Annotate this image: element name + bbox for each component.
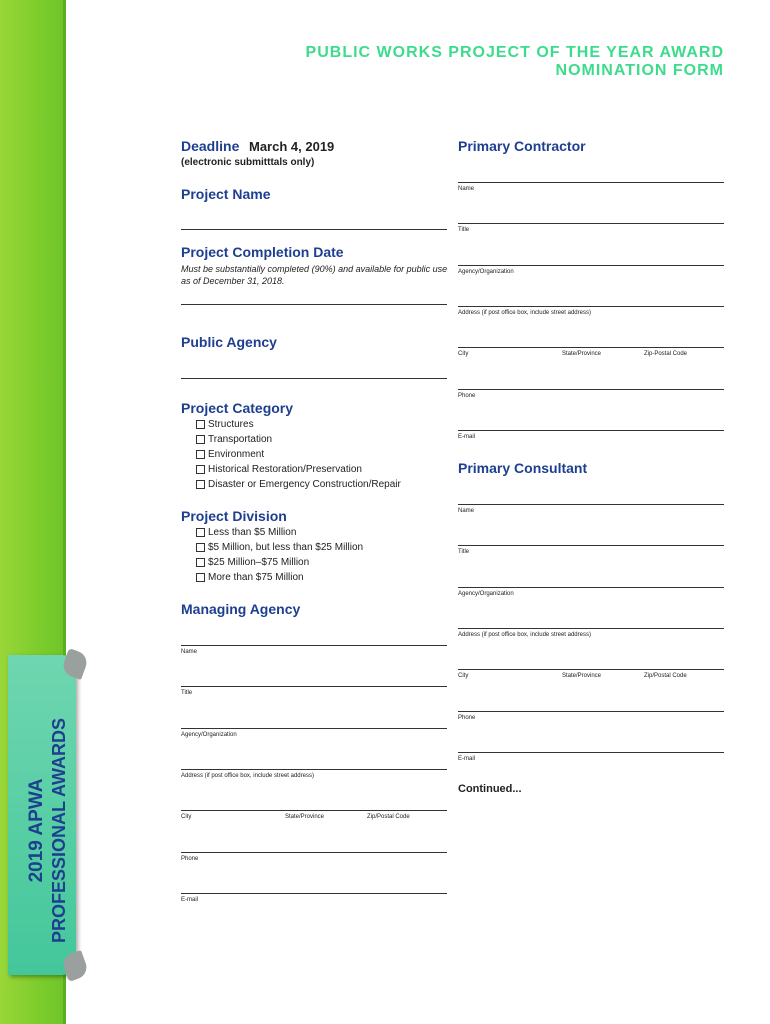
option-label: Less than $5 Million — [208, 527, 297, 538]
managing-phone-label: Phone — [181, 856, 199, 862]
managing-name-label: Name — [181, 649, 198, 655]
managing-address-field[interactable] — [181, 769, 447, 770]
form-title — [306, 44, 724, 80]
category-option[interactable] — [196, 434, 272, 445]
option-label: More than $75 Million — [208, 572, 304, 583]
category-option[interactable] — [196, 464, 362, 475]
managing-address-label: Address (if post office box, include street address) — [181, 773, 314, 779]
contractor-phone-field[interactable] — [458, 389, 724, 390]
form-title-line1: PUBLIC WORKS PROJECT OF THE YEAR AWARD — [305, 44, 724, 61]
checkbox[interactable] — [196, 450, 205, 459]
deadline-date: March 4, 2019 — [249, 139, 335, 154]
contractor-address-label: Address (if post office box, include street address) — [458, 310, 591, 316]
awards-tab-text — [26, 718, 70, 943]
contractor-name-label: Name — [458, 186, 475, 192]
division-option[interactable] — [196, 527, 296, 538]
checkbox[interactable] — [196, 573, 205, 582]
form-title-line2: NOMINATION FORM — [555, 62, 724, 79]
public-agency-label: Public Agency — [181, 334, 277, 350]
option-label: Structures — [208, 419, 254, 430]
consultant-title-label: Title — [458, 549, 470, 555]
checkbox[interactable] — [196, 528, 205, 537]
primary-contractor-label: Primary Contractor — [458, 138, 586, 154]
contractor-agency-label: Agency/Organization — [458, 269, 514, 275]
contractor-zip-label: Zip-Postal Code — [644, 351, 688, 357]
project-category-label: Project Category — [181, 400, 294, 416]
managing-phone-field[interactable] — [181, 852, 447, 853]
option-label: Environment — [208, 449, 265, 460]
contractor-name-field[interactable] — [458, 182, 724, 183]
completion-date-field[interactable] — [181, 304, 447, 305]
managing-state-label: State/Province — [285, 814, 325, 820]
managing-agency-label: Managing Agency — [181, 601, 301, 617]
managing-email-field[interactable] — [181, 893, 447, 894]
awards-year: 2019 APWA — [26, 778, 47, 883]
option-label: Disaster or Emergency Construction/Repair — [208, 479, 401, 490]
contractor-title-field[interactable] — [458, 223, 724, 224]
contractor-address-field[interactable] — [458, 306, 724, 307]
project-division-label: Project Division — [181, 508, 287, 524]
project-name-label: Project Name — [181, 186, 271, 202]
category-option[interactable] — [196, 419, 254, 430]
consultant-email-field[interactable] — [458, 752, 724, 753]
checkbox[interactable] — [196, 543, 205, 552]
consultant-zip-label: Zip/Postal Code — [644, 673, 687, 679]
consultant-name-label: Name — [458, 508, 475, 514]
contractor-agency-field[interactable] — [458, 265, 724, 266]
project-name-field[interactable] — [181, 229, 447, 230]
consultant-agency-label: Agency/Organization — [458, 591, 514, 597]
deadline-note: (electronic submitttals only) — [181, 157, 315, 168]
division-option[interactable] — [196, 557, 309, 568]
managing-zip-label: Zip/Postal Code — [367, 814, 410, 820]
checkbox[interactable] — [196, 420, 205, 429]
contractor-title-label: Title — [458, 227, 470, 233]
checkbox[interactable] — [196, 480, 205, 489]
consultant-agency-field[interactable] — [458, 587, 724, 588]
consultant-title-field[interactable] — [458, 545, 724, 546]
consultant-address-field[interactable] — [458, 628, 724, 629]
managing-email-label: E-mail — [181, 897, 199, 903]
managing-name-field[interactable] — [181, 645, 447, 646]
managing-title-field[interactable] — [181, 686, 447, 687]
managing-agency-org-label: Agency/Organization — [181, 732, 237, 738]
completion-note: Must be substantially completed (90%) and available for public use as of December 31, 2018. — [181, 264, 448, 286]
managing-title-label: Title — [181, 690, 193, 696]
contractor-city-label: City — [458, 351, 469, 357]
checkbox[interactable] — [196, 465, 205, 474]
managing-agency-org-field[interactable] — [181, 728, 447, 729]
managing-city-field[interactable] — [181, 810, 447, 811]
deadline-label: Deadline — [181, 138, 240, 154]
consultant-email-label: E-mail — [458, 756, 476, 762]
division-option[interactable] — [196, 542, 363, 553]
managing-city-label: City — [181, 814, 192, 820]
option-label: $25 Million–$75 Million — [208, 557, 310, 568]
primary-consultant-label: Primary Consultant — [458, 460, 588, 476]
checkbox[interactable] — [196, 558, 205, 567]
option-label: Historical Restoration/Preservation — [208, 464, 362, 475]
consultant-state-label: State/Province — [562, 673, 602, 679]
division-option[interactable] — [196, 572, 304, 583]
consultant-address-label: Address (if post office box, include street address) — [458, 632, 591, 638]
awards-name: PROFESSIONAL AWARDS — [49, 717, 69, 943]
category-option[interactable] — [196, 449, 264, 460]
public-agency-field[interactable] — [181, 378, 447, 379]
contractor-state-label: State/Province — [562, 351, 602, 357]
consultant-name-field[interactable] — [458, 504, 724, 505]
completion-date-label: Project Completion Date — [181, 244, 344, 260]
contractor-email-label: E-mail — [458, 434, 476, 440]
option-label: Transportation — [208, 434, 273, 445]
continued-note: Continued... — [458, 783, 522, 795]
consultant-city-label: City — [458, 673, 469, 679]
category-option[interactable] — [196, 479, 401, 490]
contractor-phone-label: Phone — [458, 393, 476, 399]
consultant-phone-label: Phone — [458, 715, 476, 721]
consultant-city-field[interactable] — [458, 669, 724, 670]
option-label: $5 Million, but less than $25 Million — [208, 542, 364, 553]
contractor-email-field[interactable] — [458, 430, 724, 431]
checkbox[interactable] — [196, 435, 205, 444]
contractor-city-field[interactable] — [458, 347, 724, 348]
consultant-phone-field[interactable] — [458, 711, 724, 712]
